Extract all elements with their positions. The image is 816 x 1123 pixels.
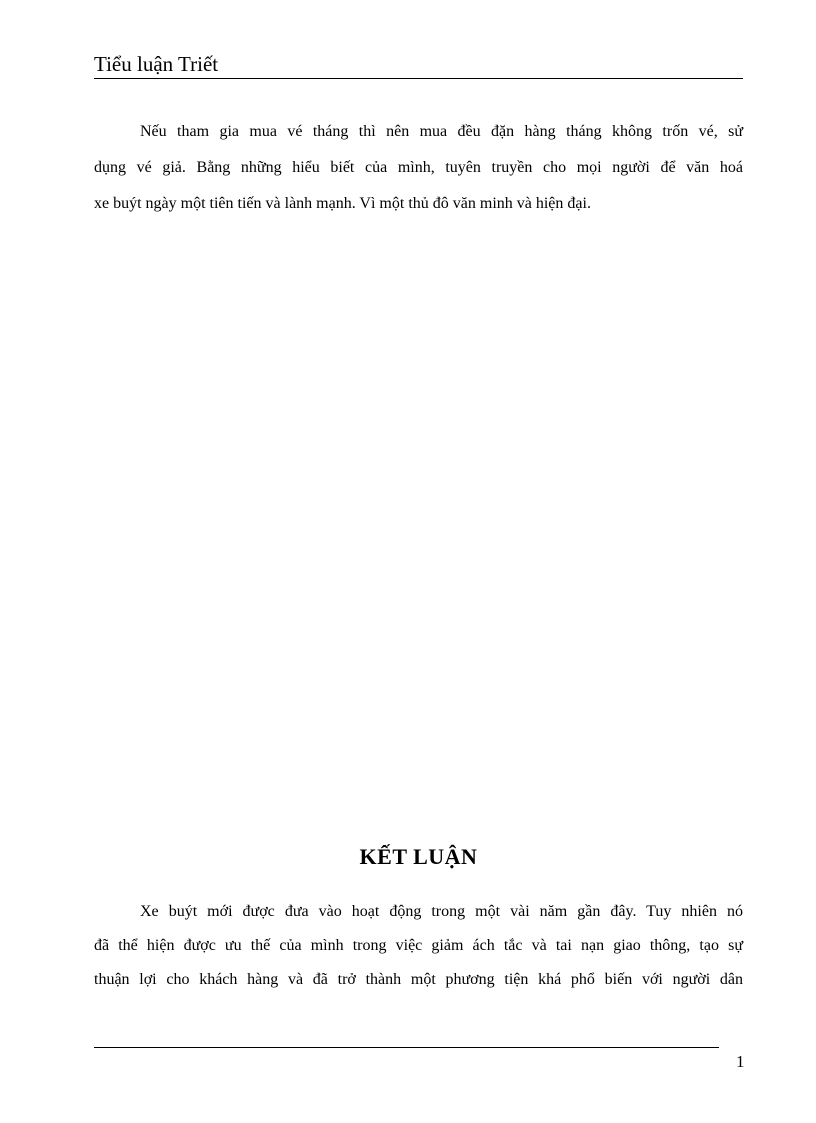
paragraph1-line: Nếu tham gia mua vé tháng thì nên mua đều đặn hàng tháng không trốn vé, sử xyxy=(140,123,743,140)
conclusion-line: Xe buýt mới được đưa vào hoạt động trong một vài năm gần đây. Tuy nhiên nó xyxy=(140,903,743,920)
header-title: Tiểu luận Triết xyxy=(94,52,219,76)
page-number: 1 xyxy=(736,1052,745,1071)
paragraph1-line: dụng vé giả. Bằng những hiểu biết của mình, tuyên truyền cho mọi người để văn hoá xyxy=(94,159,743,176)
conclusion-line: thuận lợi cho khách hàng và đã trở thành một phương tiện khá phổ biến với người dân xyxy=(94,971,743,988)
conclusion-heading: KẾT LUẬN xyxy=(359,844,478,869)
conclusion-line: đã thể hiện được ưu thế của mình trong việc giảm ách tắc và tai nạn giao thông, tạo sự xyxy=(94,937,743,954)
footer-rule xyxy=(94,1047,719,1048)
header-rule xyxy=(94,78,743,79)
paragraph1-line: xe buýt ngày một tiên tiến và lành mạnh. Vì một thủ đô văn minh và hiện đại. xyxy=(94,195,591,212)
